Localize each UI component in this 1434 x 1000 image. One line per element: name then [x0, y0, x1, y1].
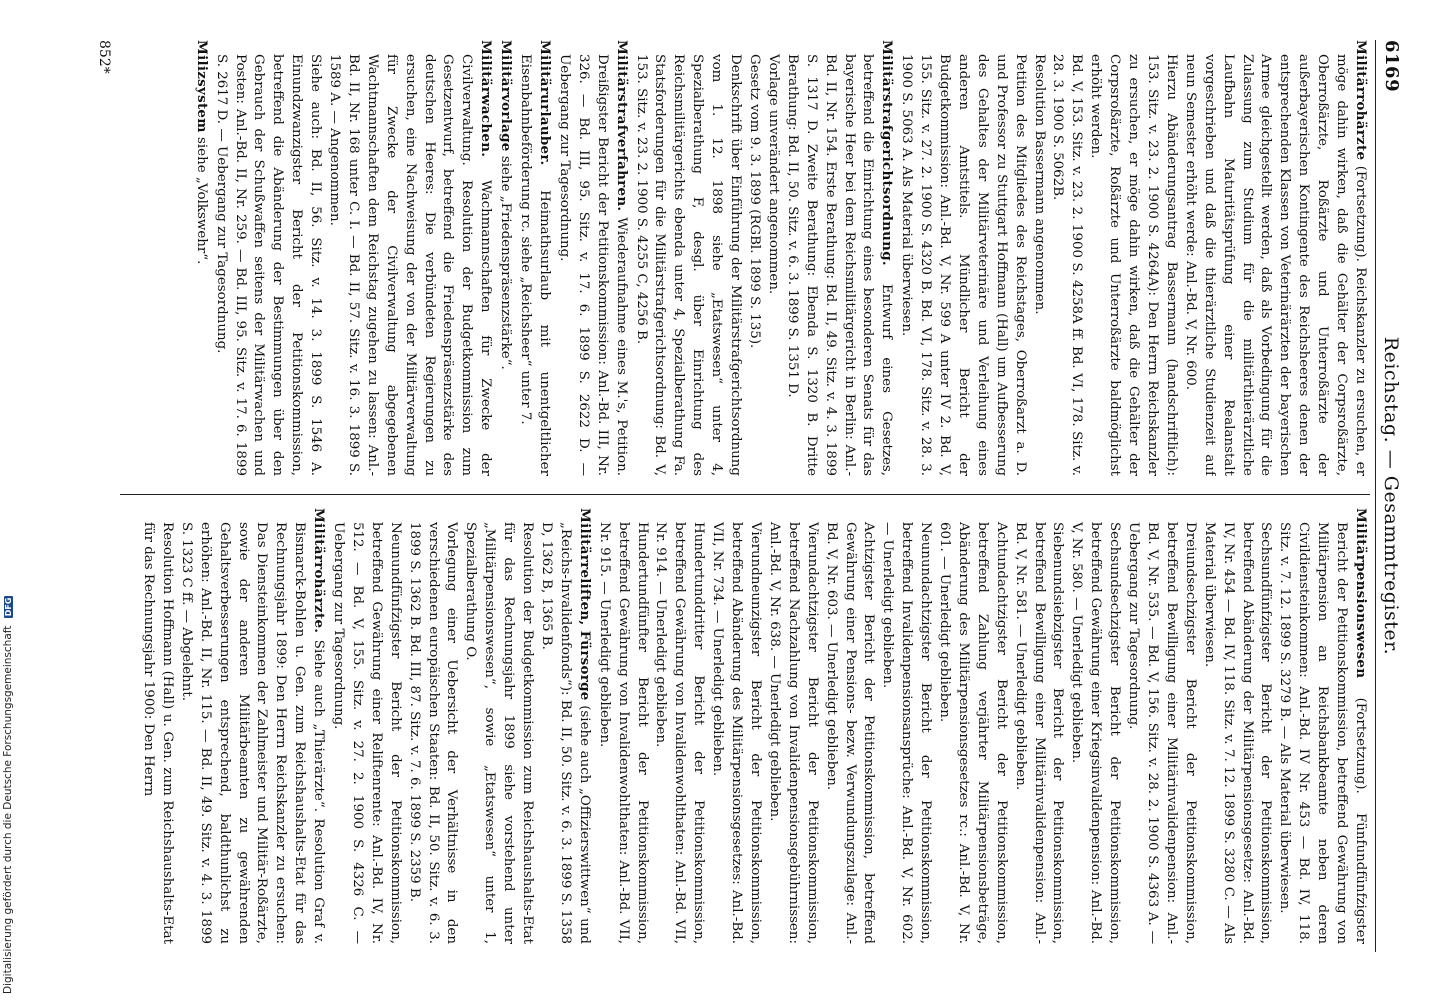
index-entry	[1067, 508, 1124, 944]
entry-text: Dreiundsechzigster Bericht der Petitionskommission, betreffend Bewilligung einer Militärinvalidenpension: Anl.-Bd. V, Nr. 535. — Bd. V, 156. Sitz. v. 28. 2. 1900 S. 4363 A. — Uebergang zur Tagesordnung.	[1126, 522, 1198, 944]
index-entry	[461, 508, 537, 944]
entry-headword: Milizsystem	[193, 40, 210, 133]
entry-text: Achtundachtzigster Bericht der Petitionskommission, betreffend Zahlung verjährter Militärpensionsbeträge, Abänderung des Militärpensionsgesetzes rc.: Anl.-Bd. V, Nr. 601. — Unerledigt geblieben.	[937, 522, 1009, 944]
entry-headword: Militärrohärzte	[1353, 40, 1369, 161]
index-entry	[1199, 508, 1275, 944]
index-entry	[631, 40, 744, 476]
entry-text: Neunundfünfzigster Bericht der Petitionskommission, betreffend Gewährung einer Reliftenrente: Anl.-Bd. IV, Nr. 512. — Bd. V, 155. Sitz. v. 27. 2. 1900 S. 4326 C. — Uebergang zur Tagesordnung.	[331, 522, 403, 944]
entry-text: (siehe auch „Offizierswittwen“ und „Reichs-Invalidenfonds“): Bd. II, 50. Sitz. v. 6. 3. 1899 S. 1358 D, 1362 B, 1365 B.	[539, 522, 592, 944]
entry-text: Denkschrift über Einführung der Militärstrafgerichtsordnung vom 1. 12. 1898 siehe „Etatswesen“ unter 4, Spezialberathung F, desgl. über Einrichtung des Reichsmilitärgerichts ebenda unter 4, Spezialberathung Fa. Statsforderungen für die Militärstrafgerichtsordnung: Bd. V, 153. Sitz. v. 23. 2. 1900 S. 4255 C, 4256 B.	[633, 54, 744, 476]
index-entry	[764, 508, 821, 944]
index-entry	[536, 508, 594, 944]
entry-text: siehe „Volkswehr“.	[193, 137, 209, 265]
entry-text: siehe „Friedenspräsenzstärke“.	[498, 155, 514, 370]
index-entry	[896, 40, 1028, 476]
index-entry	[594, 508, 651, 944]
entry-text: Vierundneunzigster Bericht der Petitionskommission, betreffend Abänderung des Militärpensionsgesetzes: Anl.-Bd. VII, Nr. 734. — Unerledigt geblieben.	[710, 522, 763, 944]
index-entry	[1274, 508, 1370, 944]
index-entry	[763, 40, 782, 476]
entry-text: Vorlage unverändert angenommen.	[765, 54, 781, 295]
entry-text: Vorlegung einer Uebersicht der Verhältnisse in den verschiedenen europäischen Staaten: Bd. II, 50. Sitz. v. 6. 3. 1899 S. 1362 B. Bd. III, 87. Sitz. v. 7. 6. 1899 S. 2359 B.	[406, 522, 460, 944]
index-entry	[176, 508, 328, 944]
entry-text: Siehe auch „Thierärzte“. Resolution Graf v. Bismarck-Bohlen u. Gen. zum Reichshaushalts-Etat für das Rechnungsjahr 1899: Den Herrn Reichskanzler zu ersuchen: Das Diensteinkommen der Zahlmeister und Militär-Roßärzte, sowie der anderen Militärbeamten zu gewährenden Gehaltsverbesserungen entsprechend, baldthunlichst zu erhöhen: Anl.-Bd. II, Nr. 115. — Bd. II, 49. Sitz. v. 4. 3. 1899 S. 1323 C ff. — Abgelehnt.	[178, 522, 327, 944]
entry-text: Heimathsurlaub mit unentgeltlicher Eisenbahnbeförderung rc. siehe „Reichsheer“ unter 7.	[518, 54, 553, 476]
dfg-logo-icon: DFG	[3, 597, 13, 617]
index-entry	[1123, 508, 1199, 944]
entry-text: Resolution Bassermann angenommen.	[1031, 54, 1047, 315]
footer-signature: 852*	[96, 40, 112, 74]
entry-text: (Fortsetzung). Fünfundfünfzigster Bericht der Petitionskommission, betreffend Gewährung von Militärpension an Reichsbankbeamte neben deren Civildiensteinkommen: Anl.-Bd. IV Nr. 453 — Bd. IV, 118. Sitz. v. 7. 12. 1899 S. 3279 B. — Als Material überwiesen.	[1277, 522, 1368, 944]
index-entry	[877, 508, 934, 944]
entry-headword: Militärstrafgerichtsordnung.	[879, 40, 896, 266]
page-number: 6169	[1381, 40, 1402, 93]
index-entry	[138, 508, 176, 944]
index-entry	[191, 40, 211, 476]
digitization-credit	[2, 154, 16, 994]
entry-text: Wachmannschaften für Zwecke der Civilverwaltung. Resolution der Budgetkommission zum Gesetzentwurf, betreffend die Friedenspräsenzstärke des deutschen Heeres: Die verbündeten Regierungen zu ersuchen, eine Nachweisung der von der Militärverwaltung für Zwecke der Civilverwaltung abgegebenen Wachtmannschaften dem Reichstag zugehen zu lassen: Anl.-Bd. II, Nr. 168 unter C. I. — Bd. II, 57. Sitz. v. 16. 3. 1899 S. 1589 A. — Angenommen.	[327, 54, 494, 476]
column-divider	[120, 494, 1370, 495]
entry-headword: Militärvorlage	[498, 40, 515, 152]
entry-text: Neunundachtzigster Bericht der Petitionskommission, betreffend Invalidenpensionsansprüche: Anl.-Bd. V, Nr. 602. — Unerledigt geblieben.	[880, 522, 934, 944]
page-title: Reichstag. — Gesammtregister.	[1380, 336, 1402, 656]
index-entry	[782, 40, 896, 476]
entry-headword: Militärreliften, Fürsorge	[576, 508, 593, 701]
entry-text: Sechsundfünfzigster Bericht der Petitionskommission, betreffend Abänderung der Militärpensionsgesetze: Anl.-Bd. IV, Nr. 454 — Bd. IV, 118. Sitz. v. 7. 12. 1899 S. 3280 C. — Als Material überwiesen.	[1201, 522, 1274, 944]
entry-text: Vierundachtzigster Bericht der Petitionskommission, betreffend Nachzahlung von Invalidenpensionsgebührnissen: Anl.-Bd. V, Nr. 638. — Unerledigt geblieben.	[766, 522, 820, 944]
entry-headword: Militärrohärzte.	[311, 508, 328, 634]
entry-text: Hundertunddritter Bericht der Petitionskommission, betreffend Gewährung von Invalidenwohlthaten: Anl.-Bd. VII, Nr. 914. — Unerledigt geblieben.	[653, 522, 707, 944]
entry-text: Hundertundfünfter Bericht der Petitionskommission, betreffend Gewährung von Invalidenwohlthaten: Anl.-Bd. VII, Nr. 915. — Unerledigt geblieben.	[596, 522, 650, 944]
entry-text: Siebenundsiebzigster Bericht der Petitionskommission, betreffend Bewilligung einer Militärinvalidenpension: Anl.-Bd. V, Nr. 581. — Unerledigt geblieben.	[1012, 522, 1066, 944]
index-entry	[1029, 40, 1048, 476]
page-header	[1375, 40, 1416, 952]
index-entry	[1010, 508, 1067, 944]
index-entry	[744, 40, 763, 476]
entry-text: Resolution Hoffmann (Hall) u. Gen. zum Reichshaushalts-Etat für das Rechnungsjahr 1900: Den Herrn	[141, 522, 175, 944]
entry-headword: Militärurlauber.	[537, 40, 554, 166]
right-column	[120, 508, 1370, 944]
entry-text: Bd. V, 153. Sitz. v. 23. 2. 1900 S. 4258A ff. Bd. VI, 178. Sitz. v. 28. 3. 1900 S. 5062B.	[1050, 54, 1085, 476]
entry-text: Hierzu Abänderungsantrag Bassermann (handschriftlich): 153. Sitz. v. 23. 2. 1900 S. 4264A): Den Herrn Reichskanzler zu ersuchen, er möge dahin wirken, daß die Gehälter der Corpsroßärzte, Roßärzte und Unterroßärzte baldmöglichst erhöht werden.	[1088, 54, 1179, 476]
index-entry	[211, 40, 324, 476]
index-entry	[324, 40, 495, 476]
entry-text: Petition des Mitgliedes des Reichstages, Oberroßarzt a. D. und Professor zu Stuttgart Hoffmann (Hall) um Aufbesserung des Gehaltes der Militärveterinäre und Verleihung eines anderen Amtstitels. Mündlicher Bericht der Budgetkommission: Anl.-Bd. V, Nr. 599 A unter IV 2. Bd. V, 155. Sitz. v. 27. 2. 1900 S. 4320 B. Bd. VI, 178. Sitz. v. 28. 3. 1900 S. 5063 A. Als Material überwiesen.	[899, 54, 1028, 476]
entry-text: Resolution der Budgetkommission zum Reichshaushalts-Etat für das Rechnungsjahr 1899 siehe vorstehend unter „Militärpensionswesen“, sowie „Etatswesen“ unter 1, Spezialberathung O.	[463, 522, 536, 944]
entry-text: Entwurf eines Gesetzes, betreffend die Einrichtung eines besonderen Senats für das bayerische Heer bei dem Reichsmilitärgericht in Berlin: Anl.-Bd. II, Nr. 154. Erste Berathung: Bd. II, 49. Sitz. v. 4. 3. 1899 S. 1317 D. Zweite Berathung: Ebenda S. 1320 B. Dritte Berathung: Bd. II, 50. Sitz. v. 6. 3. 1899 S. 1351 D.	[784, 54, 895, 476]
index-entry	[934, 508, 1010, 944]
index-entry	[707, 508, 764, 944]
credit-text: Digitalisierung gefördert durch die Deutsche Forschungsgemeinschaft	[2, 625, 14, 994]
entry-text: Sechsundsechzigster Bericht der Petitionskommission, betreffend Gewährung einer Kriegsinvalidenpension: Anl.-Bd. V, Nr. 580. — Unerledigt geblieben.	[1069, 522, 1123, 944]
index-entry	[328, 508, 404, 944]
entry-headword: Militärstrafverfahren.	[613, 40, 630, 212]
index-entry	[1048, 40, 1086, 476]
entry-headword: Militärwachen.	[478, 40, 495, 158]
left-column	[120, 40, 1370, 476]
entry-text: Achtzigster Bericht der Petitionskommission, betreffend Gewährung einer Pensions- bezw. Verwundungszulage: Anl.-Bd. V, Nr. 603. — Unerledigt geblieben.	[823, 522, 877, 944]
index-entry	[1180, 40, 1370, 476]
index-entry	[1085, 40, 1180, 476]
entry-text: Gesetz vom 9. 3. 1899 (RGBl. 1899 S. 135).	[747, 54, 762, 349]
entry-text: Wiederaufnahme eines M.'s, Petition. Dreißigster Bericht der Petitionskommission: Anl.-Bd. III, Nr. 326. — Bd. III, 95. Sitz. v. 17. 6. 1899 S. 2622 D. — Uebergang zur Tagesordnung.	[556, 54, 629, 476]
entry-text: Siehe auch: Bd. II, 56. Sitz. v. 14. 3. 1899 S. 1546 A. Einundzwanzigster Bericht der Petitionskommission, betreffend die Abänderung der Bestimmungen über den Gebrauch der Schußwaffen seitens der Militärwachen und Posten: Anl.-Bd. II, Nr. 259. — Bd. III, 95. Sitz. v. 17. 6. 1899 S. 2617 D. — Uebergang zur Tagesordnung.	[213, 54, 324, 476]
index-entry	[554, 40, 631, 476]
index-entry	[404, 508, 461, 944]
index-entry	[821, 508, 878, 944]
index-entry	[651, 508, 708, 944]
index-entry	[515, 40, 554, 476]
entry-headword: Militärpensionswesen	[1353, 508, 1369, 679]
entry-text: (Fortsetzung). Reichskanzler zu ersuchen, er möge dahin wirken, daß die Gehälter der Corpsroßärzte, Oberroßärzte, Roßärzte und Unterroßärzte der außerbayerischen Kontingente des Reichsheeres denen der entsprechenden Klassen von Veterinärärzten der bayerischen Armee gleichgestellt werden, daß als Vorbedingung für die Zulassung zum Studium für die militärthierärztliche Laufbahn Maturitätsprüfung einer Realanstalt vorgeschrieben und daß die thierärztliche Studienzeit auf neun Semester erhöht werde: Anl.-Bd. V, Nr. 600.	[1182, 54, 1368, 476]
index-entry	[495, 40, 515, 476]
